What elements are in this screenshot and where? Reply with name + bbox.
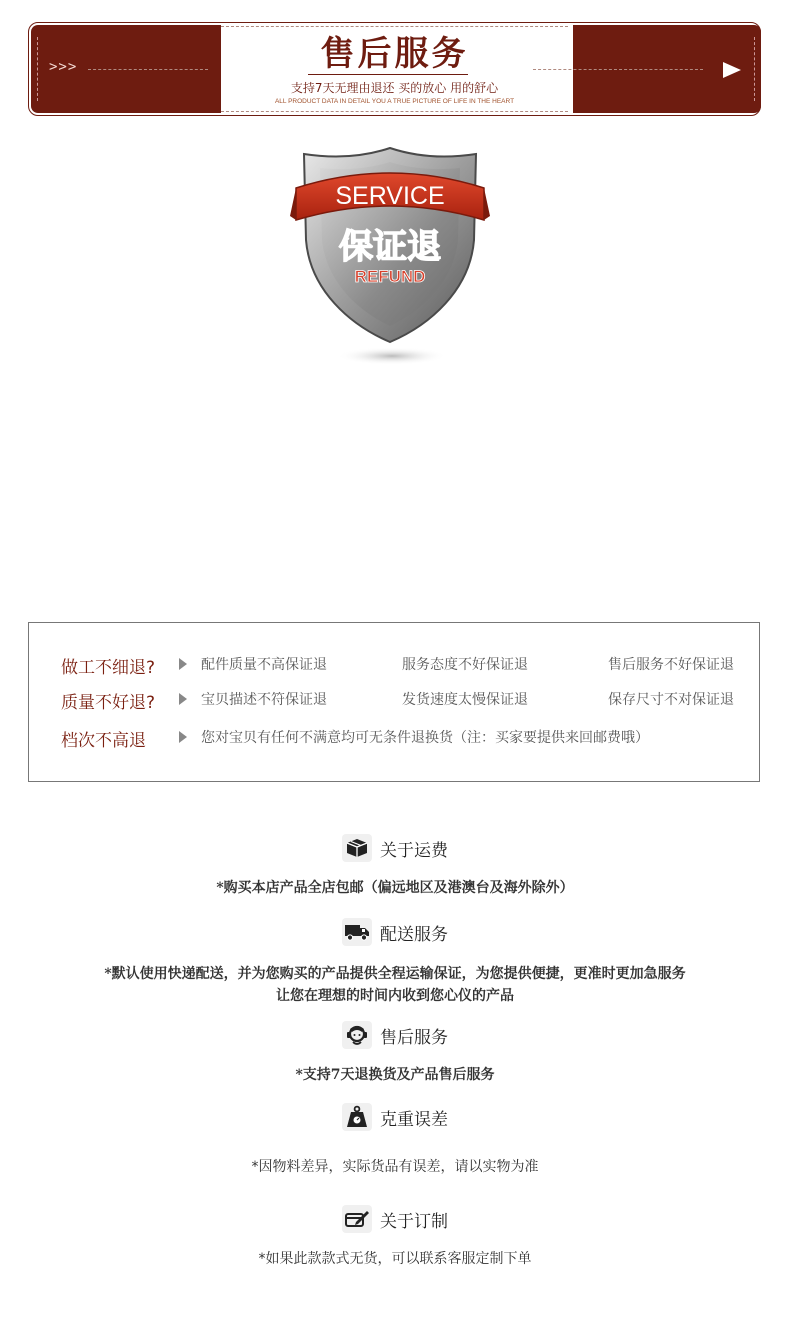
- guarantee-row: [29, 722, 759, 752]
- triple-chevron-icon: >>>: [49, 59, 78, 75]
- truck-icon: [342, 918, 372, 946]
- play-triangle-icon: [179, 693, 187, 705]
- section-weight-header: [0, 1103, 790, 1133]
- section-aftersales-text: [0, 1064, 790, 1086]
- section-title: 售后服务: [380, 1027, 448, 1048]
- guarantee-question: 档次不高退: [61, 731, 146, 751]
- guarantee-item: 宝贝描述不符保证退: [201, 692, 327, 708]
- guarantee-item: 配件质量不高保证退: [201, 657, 327, 673]
- section-title: 关于订制: [380, 1211, 448, 1232]
- service-refund-shield: [290, 140, 490, 370]
- play-arrow-icon: [723, 62, 741, 78]
- section-line: *购买本店产品全店包邮（偏远地区及港澳台及海外除外）: [216, 880, 574, 896]
- banner-title-rule: [308, 74, 468, 75]
- refund-main-text: 保证退: [339, 227, 441, 267]
- section-weight-text: [0, 1156, 790, 1178]
- banner-dash: [37, 37, 38, 101]
- section-custom-text: [0, 1248, 790, 1270]
- scale-weight-icon: [342, 1103, 372, 1131]
- section-aftersales-header: [0, 1021, 790, 1051]
- guarantee-question: 质量不好退?: [61, 693, 156, 713]
- guarantee-item: 售后服务不好保证退: [608, 657, 734, 673]
- guarantee-item: 发货速度太慢保证退: [402, 692, 528, 708]
- play-triangle-icon: [179, 658, 187, 670]
- section-shipping-text: [0, 877, 790, 899]
- section-delivery-header: [0, 918, 790, 948]
- play-triangle-icon: [179, 731, 187, 743]
- section-line: *如果此款款式无货，可以联系客服定制下单: [258, 1251, 532, 1267]
- guarantee-item: 您对宝贝有任何不满意均可无条件退换货（注：买家要提供来回邮费哦）: [201, 730, 649, 746]
- ribbon-text: SERVICE: [335, 182, 445, 210]
- shield-shadow: [337, 347, 447, 365]
- guarantee-row: [29, 649, 759, 679]
- section-line: *因物料差异，实际货品有误差，请以实物为准: [251, 1159, 539, 1175]
- section-title: 克重误差: [380, 1109, 448, 1130]
- banner-title: 售后服务: [320, 34, 469, 74]
- refund-sub-text: REFUND: [354, 267, 426, 286]
- section-custom-header: [0, 1205, 790, 1235]
- section-title: 关于运费: [380, 840, 448, 861]
- section-line: *支持7天退换货及产品售后服务: [295, 1067, 495, 1083]
- banner-subtitle: 支持7天无理由退还 买的放心 用的舒心: [290, 81, 499, 95]
- guarantee-row: [29, 684, 759, 714]
- banner-bottom-dash: [221, 111, 568, 112]
- box-icon: [342, 834, 372, 862]
- guarantee-box: [28, 622, 760, 782]
- guarantee-item: 服务态度不好保证退: [402, 657, 528, 673]
- guarantee-question: 做工不细退?: [61, 658, 156, 678]
- banner-dotted-line-left: [88, 69, 208, 70]
- guarantee-item: 保存尺寸不对保证退: [608, 692, 734, 708]
- banner-dash: [754, 37, 755, 101]
- banner-subtitle-en: ALL PRODUCT DATA IN DETAIL YOU A TRUE PICTURE OF LIFE IN THE HEART: [274, 98, 515, 105]
- shield-icon: [290, 140, 490, 370]
- section-line: 让您在理想的时间内收到您心仪的产品: [276, 988, 514, 1004]
- section-shipping-header: [0, 834, 790, 864]
- support-agent-icon: [342, 1021, 372, 1049]
- section-delivery-text: [0, 963, 790, 1007]
- custom-order-icon: [342, 1205, 372, 1233]
- section-line: *默认使用快递配送，并为您购买的产品提供全程运输保证，为您提供便捷，更准时更加急服务: [104, 966, 686, 982]
- section-title: 配送服务: [380, 924, 448, 945]
- header-banner: [28, 22, 761, 117]
